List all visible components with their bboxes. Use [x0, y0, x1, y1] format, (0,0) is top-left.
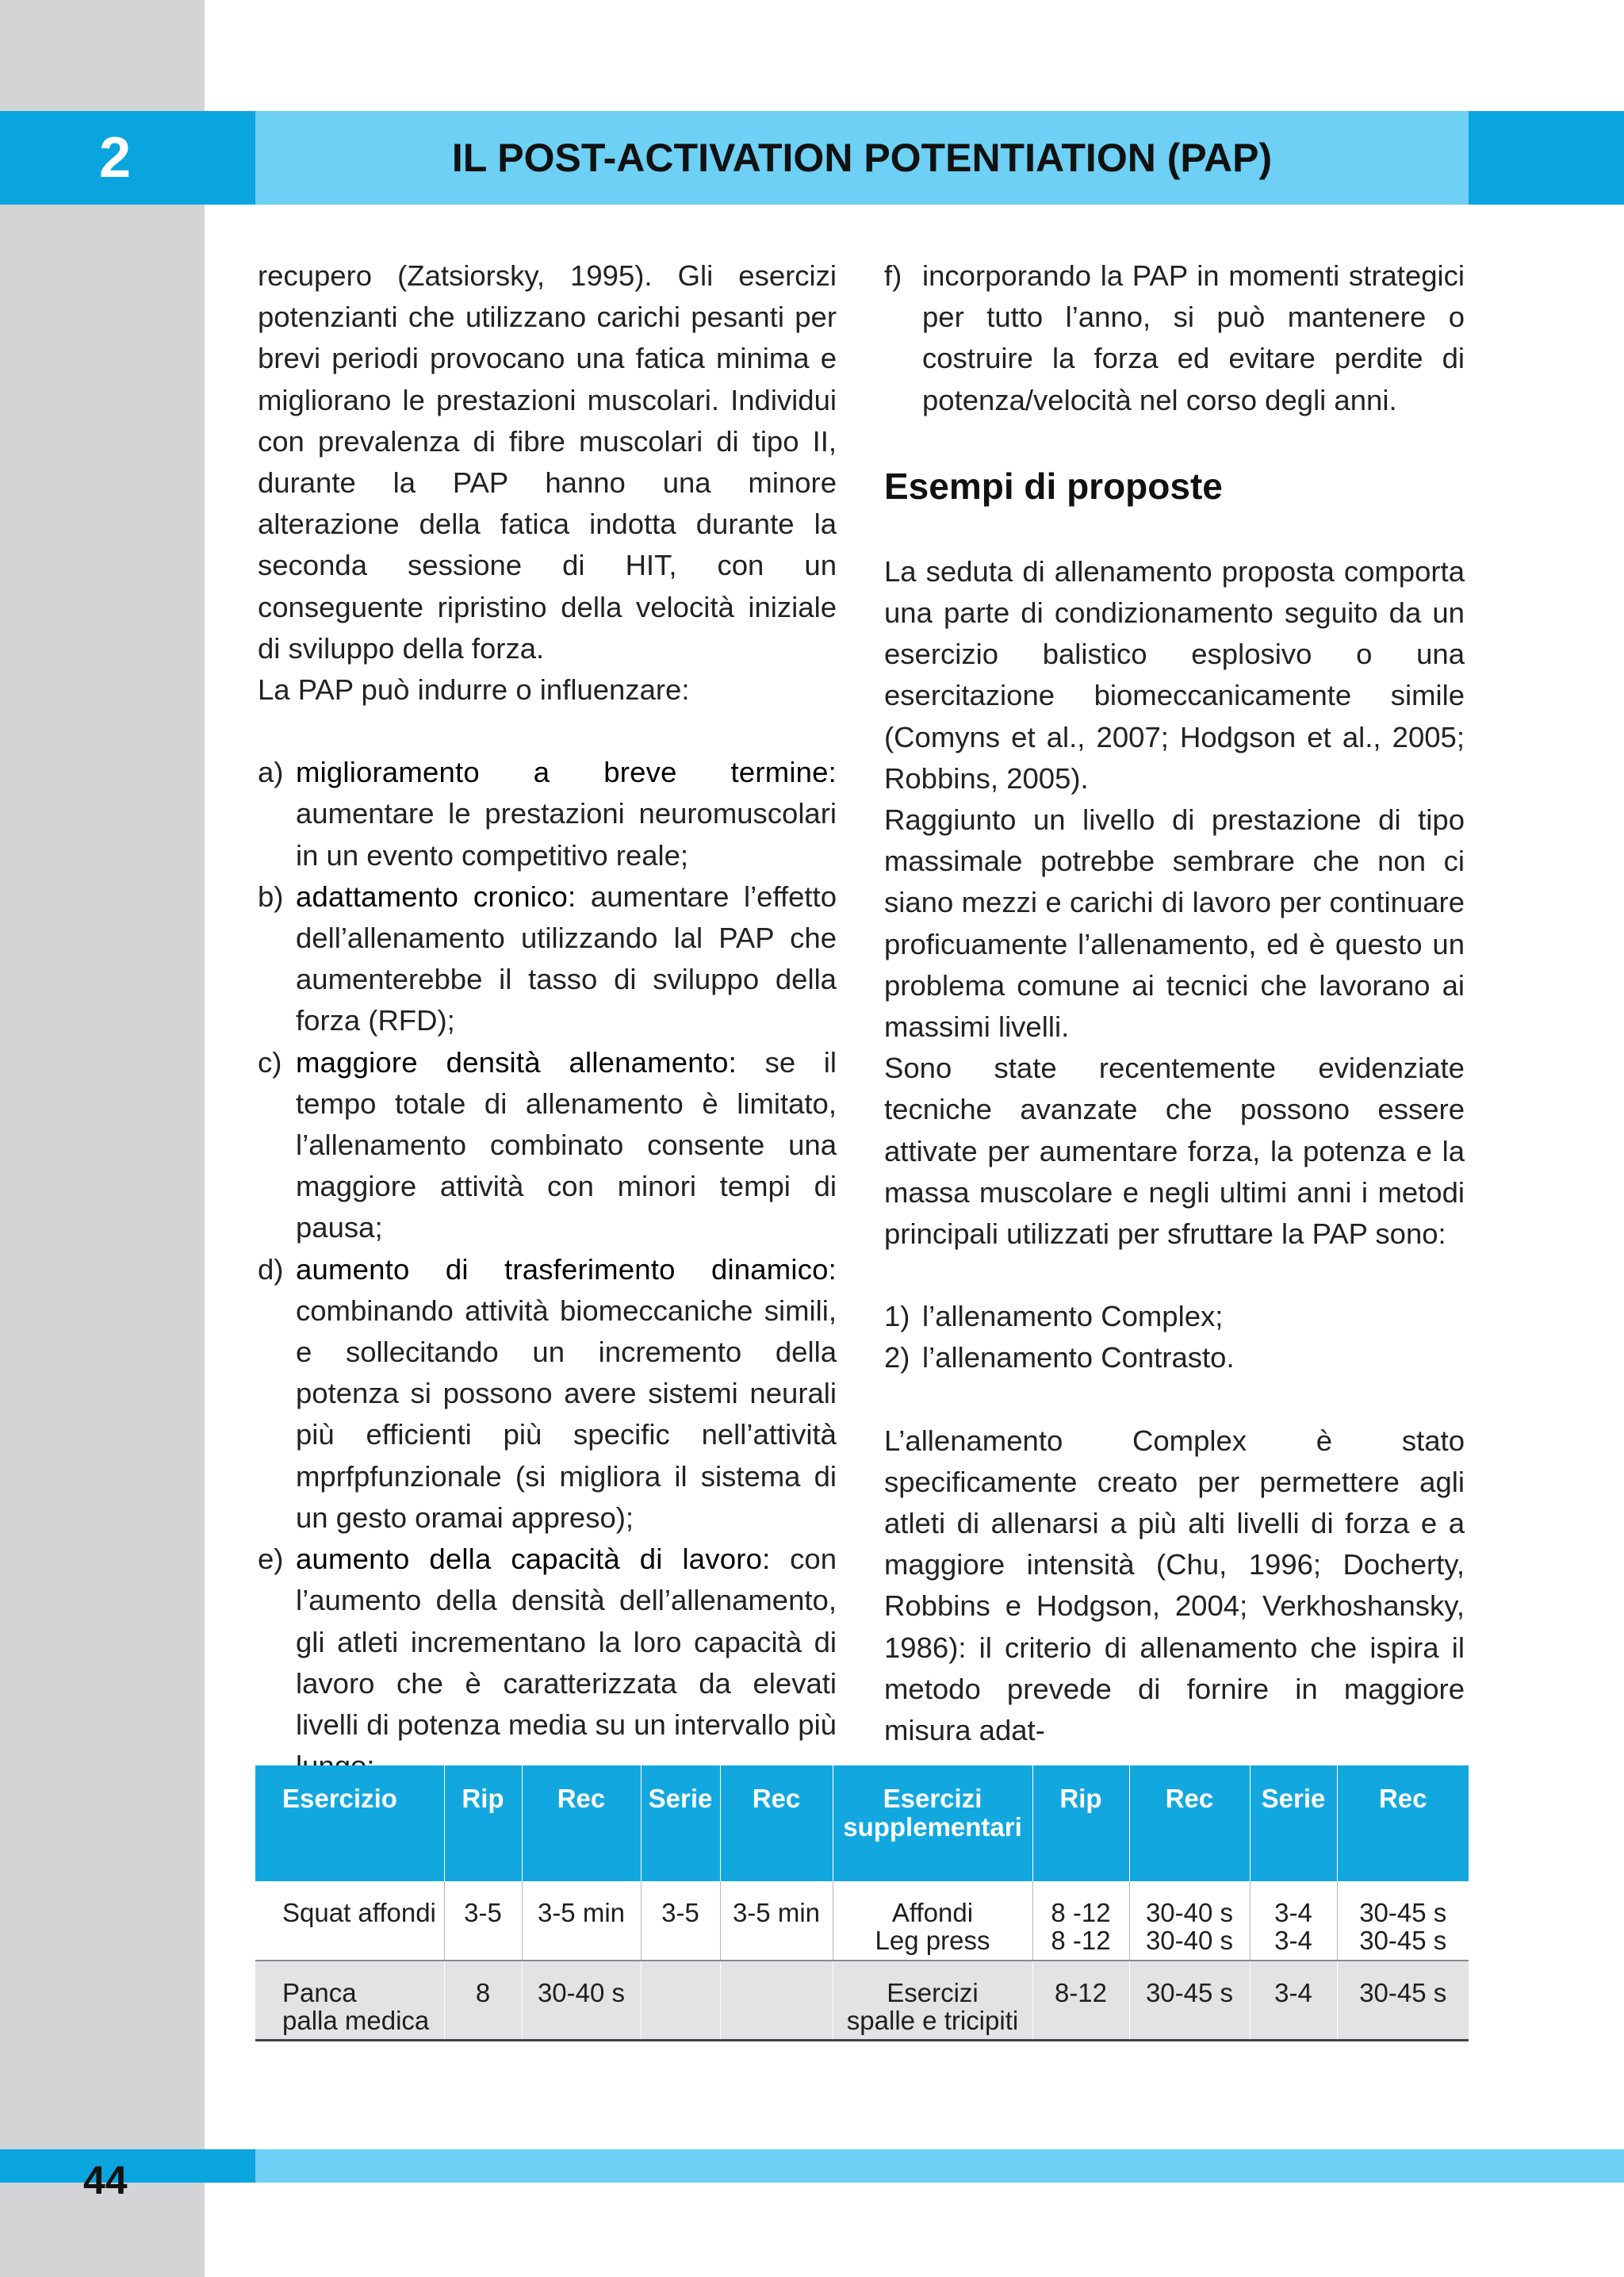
paragraph: Sono state recentemente evidenziate tecniche avanzate che possono essere attivate per aumentare forza, la potenza e la massa muscolare e negli ultimi anni i metodi principali utilizzati per sfruttare la PAP sono: [884, 1052, 1465, 1251]
list-marker: c) [258, 1045, 282, 1079]
list-marker: e) [258, 1543, 284, 1576]
paragraph: L’allenamento Complex è stato specificamente creato per permettere agli atleti di allenarsi a più alti livelli di forza e a maggiore intensità (Chu, 1996; Docherty, Robbins e Hodgson, 2004; Verkhoshansky, 1986): il criterio di allenamento che ispira il metodo prevede di fornire in maggiore misura adat- [884, 1424, 1465, 1747]
table-cell: 8 -12 8 -12 [1032, 1881, 1129, 1961]
table-header-cell: Rip [444, 1765, 522, 1881]
list-term: maggiore densità allenamento: [296, 1045, 737, 1079]
list-text: l’allenamento Contrasto. [922, 1341, 1235, 1374]
lead-paragraph: La PAP può indurre o influenzare: [258, 673, 690, 707]
section-title: Esempi di proposte [884, 465, 1223, 507]
right-column [884, 255, 1465, 1751]
table-header-cell: Rec [720, 1765, 833, 1881]
list-text: l’allenamento Complex; [922, 1300, 1224, 1333]
footer-bar [255, 2149, 1624, 2183]
list-marker: b) [258, 880, 284, 913]
table-cell: 30-40 s [522, 1961, 641, 2040]
list-marker: 2) [884, 1341, 910, 1374]
table-header-cell: Serie [1250, 1765, 1337, 1881]
table-cell: Squat affondi [255, 1881, 444, 1961]
table-cell: 3-5 [641, 1881, 720, 1961]
table-cell: 3-4 [1250, 1961, 1337, 2040]
table-header-cell: Rec [522, 1765, 641, 1881]
list-term: aumento della capacità di lavoro: [296, 1543, 771, 1576]
list-text: incorporando la PAP in momenti strategici per tutto l’anno, si può mantenere o costruire la forza ed evitare perdite di potenza/velocità nel corso degli anni. [922, 259, 1465, 416]
table-row [255, 1881, 1469, 1961]
table-cell [720, 1961, 833, 2040]
list-text: aumentare le prestazioni neuromuscolari in un evento competitivo reale; [296, 797, 837, 872]
list-marker: 1) [884, 1300, 910, 1333]
header-right-block [1469, 111, 1624, 205]
paragraph: Raggiunto un livello di prestazione di tipo massimale potrebbe sembrare che non ci siano mezzi e carichi di lavoro per continuare proficuamente l’allenamento, ed è questo un problema comune ai tecnici che lavorano ai massimi livelli. [884, 803, 1465, 1044]
list-item [258, 1539, 837, 1787]
list-marker: a) [258, 756, 284, 789]
table-cell: Affondi Leg press [833, 1881, 1032, 1961]
table-cell: 3-5 min [522, 1881, 641, 1961]
list-item [258, 752, 837, 876]
table-cell: Panca palla medica [255, 1961, 444, 2040]
list-text: combinando attività biomeccaniche simili, e sollecitando un incremento della potenza si possono avere sistemi neurali più efficienti più specific nell’attività mprfpfunzionale (si migliora il sistema di un gesto oramai appreso); [296, 1294, 837, 1534]
list-term: miglioramento a breve termine: [296, 756, 837, 789]
table-header-cell: Rec [1129, 1765, 1250, 1881]
exercise-table [255, 1765, 1469, 2041]
list-text: se il tempo totale di allenamento è limitato, l’allenamento combinato consente una maggiore attività con minori tempi di pausa; [296, 1045, 837, 1244]
list-term: aumento di trasferimento dinamico: [296, 1252, 837, 1286]
list-marker: f) [884, 259, 902, 292]
table-cell: 8-12 [1032, 1961, 1129, 2040]
table-header-cell: Serie [641, 1765, 720, 1881]
table-header-cell: Esercizi supplementari [833, 1765, 1032, 1881]
list-item [258, 876, 837, 1042]
table-cell: 8 [444, 1961, 522, 2040]
list-item [884, 255, 1465, 421]
table-cell: 3-5 [444, 1881, 522, 1961]
intro-paragraph: recupero (Zatsiorsky, 1995). Gli esercizi potenzianti che utilizzano carichi pesanti per brevi periodi provocano una fatica minima e migliorano le prestazioni muscolari. Individui con prevalenza di fibre muscolari di tipo II, durante la PAP hanno una minore alterazione della fatica indotta durante la seconda sessione di HIT, con un conseguente ripristino della velocità iniziale di sviluppo della forza. [258, 259, 837, 665]
table-cell: 30-45 s [1129, 1961, 1250, 2040]
table-cell: 3-5 min [720, 1881, 833, 1961]
page-number: 44 [83, 2158, 128, 2202]
left-column [258, 255, 837, 1787]
list-term: adattamento cronico: [296, 880, 576, 913]
list-item [258, 1249, 837, 1539]
table-header-row [255, 1765, 1469, 1881]
chapter-title: IL POST-ACTIVATION POTENTIATION (PAP) [451, 136, 1273, 180]
table-row [255, 1961, 1469, 2040]
table-cell: Esercizi spalle e tricipiti [833, 1961, 1032, 2040]
side-strip [0, 0, 205, 2277]
table-header-cell: Rec [1337, 1765, 1469, 1881]
paragraph: La seduta di allenamento proposta comporta una parte di condizionamento seguito da un esercizio balistico esplosivo o una esercitazione biomeccanicamente simile (Comyns et al., 2007; Hodgson et al., 2005; Robbins, 2005). [884, 554, 1465, 795]
table-cell: 30-45 s [1337, 1961, 1469, 2040]
table-cell [641, 1961, 720, 2040]
list-item [884, 1337, 1465, 1378]
table-cell: 30-45 s 30-45 s [1337, 1881, 1469, 1961]
footer-left-block [0, 2149, 255, 2183]
list-text: aumentare l’effetto dell’allenamento utilizzando lal PAP che aumenterebbe il tasso di sviluppo della forza (RFD); [296, 880, 837, 1037]
list-marker: d) [258, 1252, 284, 1286]
table-header-cell: Esercizio [255, 1765, 444, 1881]
chapter-number: 2 [98, 126, 132, 190]
table-cell: 30-40 s 30-40 s [1129, 1881, 1250, 1961]
list-text: con l’aumento della densità dell’allenamento, gli atleti incrementano la loro capacità di lavoro che è caratterizzata da elevati livelli di potenza media su un intervallo più [296, 1543, 837, 1741]
table-cell: 3-4 3-4 [1250, 1881, 1337, 1961]
list-item [884, 1296, 1465, 1337]
table-header-cell: Rip [1032, 1765, 1129, 1881]
list-item [258, 1042, 837, 1249]
